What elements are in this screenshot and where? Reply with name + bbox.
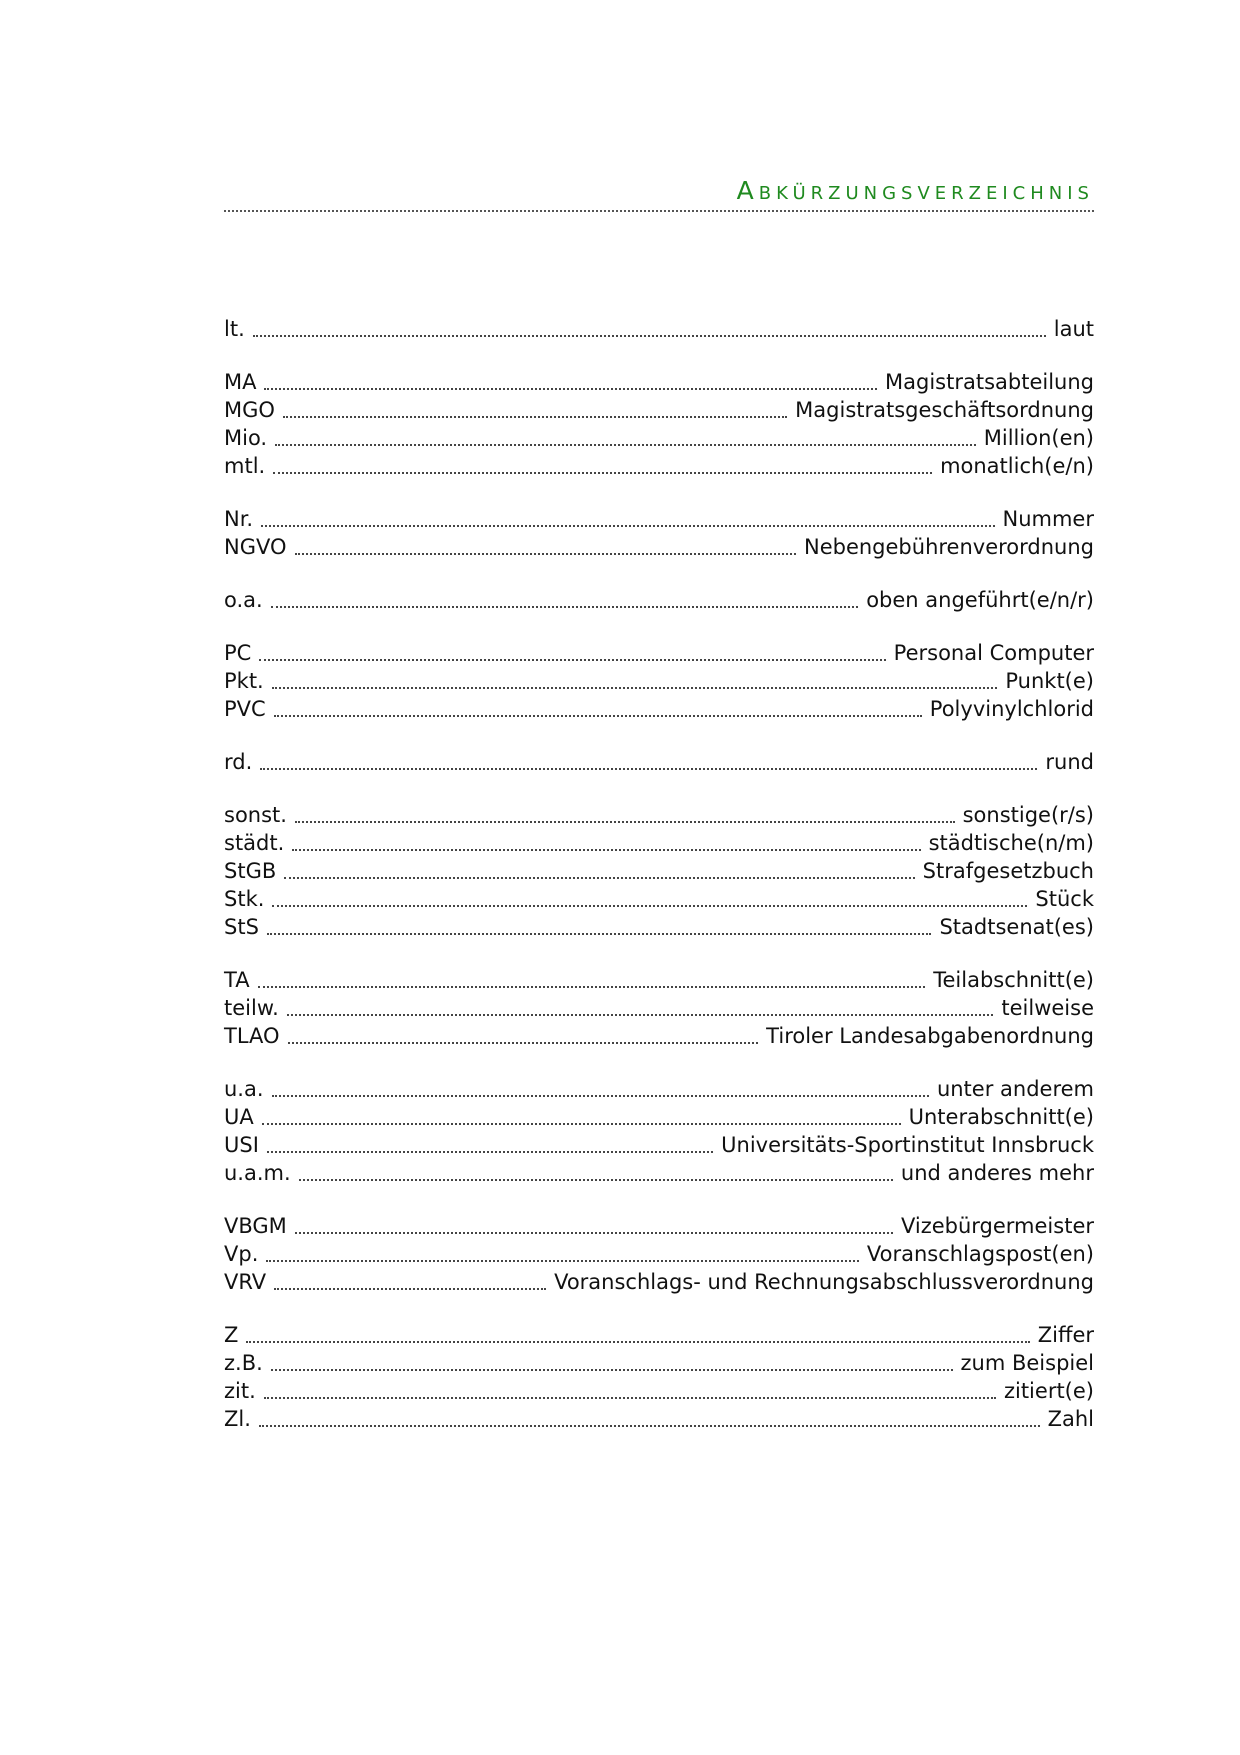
abbreviation-meaning: Magistratsabteilung xyxy=(885,370,1094,394)
abbreviation-term: USI xyxy=(224,1133,259,1157)
dot-leader xyxy=(259,659,885,661)
abbreviation-term: TA xyxy=(224,968,250,992)
abbreviation-meaning: Universitäts-Sportinstitut Innsbruck xyxy=(721,1133,1094,1157)
abbreviation-entry xyxy=(224,1075,1094,1103)
abbreviation-term: Pkt. xyxy=(224,669,264,693)
abbreviation-term: z.B. xyxy=(224,1351,263,1375)
dot-leader xyxy=(272,905,1027,907)
abbreviation-entry xyxy=(224,1321,1094,1349)
abbreviation-meaning: laut xyxy=(1053,317,1094,341)
dot-leader xyxy=(260,768,1037,770)
abbreviation-term: PC xyxy=(224,641,252,665)
dot-leader xyxy=(288,1042,759,1044)
abbreviation-meaning: und anderes mehr xyxy=(900,1161,1094,1185)
abbreviation-entry xyxy=(224,1103,1094,1131)
dot-leader xyxy=(292,849,920,851)
dot-leader xyxy=(266,1260,858,1262)
abbreviation-meaning: unter anderem xyxy=(936,1077,1094,1101)
abbreviation-meaning: Zahl xyxy=(1047,1407,1094,1431)
dot-leader xyxy=(275,444,976,446)
abbreviation-entry xyxy=(224,829,1094,857)
abbreviation-entry xyxy=(224,667,1094,695)
dot-leader xyxy=(274,1288,546,1290)
page-title xyxy=(737,178,1094,207)
dot-leader xyxy=(271,606,859,608)
abbreviation-meaning: monatlich(e/n) xyxy=(940,454,1094,478)
abbreviation-term: Zl. xyxy=(224,1407,251,1431)
abbreviation-term: u.a.m. xyxy=(224,1161,291,1185)
abbreviation-meaning: Voranschlagspost(en) xyxy=(866,1242,1094,1266)
abbreviation-meaning: Ziffer xyxy=(1037,1323,1094,1347)
dot-leader xyxy=(253,335,1046,337)
abbreviation-entry xyxy=(224,424,1094,452)
dot-leader xyxy=(273,472,932,474)
abbreviation-entry xyxy=(224,505,1094,533)
abbreviation-meaning: Stück xyxy=(1035,887,1094,911)
dot-leader xyxy=(272,1095,929,1097)
abbreviation-term: NGVO xyxy=(224,535,287,559)
abbreviation-term: o.a. xyxy=(224,588,263,612)
abbreviation-group xyxy=(224,1075,1094,1187)
page-title-initial: A xyxy=(736,176,759,205)
page-title-rest: BKÜRZUNGSVERZEICHNIS xyxy=(758,183,1094,204)
abbreviation-entry xyxy=(224,368,1094,396)
abbreviation-meaning: zitiert(e) xyxy=(1003,1379,1094,1403)
dot-leader xyxy=(262,1123,901,1125)
abbreviation-term: TLAO xyxy=(224,1024,280,1048)
dot-leader xyxy=(261,525,994,527)
abbreviation-term: Mio. xyxy=(224,426,268,450)
dot-leader xyxy=(283,416,787,418)
abbreviation-entry xyxy=(224,1131,1094,1159)
abbreviation-group xyxy=(224,1321,1094,1433)
abbreviation-term: teilw. xyxy=(224,996,279,1020)
dot-leader xyxy=(259,1425,1040,1427)
abbreviation-group xyxy=(224,315,1094,343)
dot-leader xyxy=(295,1232,893,1234)
abbreviation-meaning: Voranschlags- und Rechnungsabschlussverordnung xyxy=(554,1270,1094,1294)
abbreviation-term: VBGM xyxy=(224,1214,287,1238)
abbreviation-term: UA xyxy=(224,1105,254,1129)
abbreviation-term: StGB xyxy=(224,859,277,883)
abbreviation-group xyxy=(224,1212,1094,1296)
abbreviation-term: zit. xyxy=(224,1379,256,1403)
abbreviation-entry xyxy=(224,1405,1094,1433)
abbreviation-meaning: Nebengebührenverordnung xyxy=(803,535,1094,559)
abbreviation-meaning: Million(en) xyxy=(983,426,1094,450)
abbreviation-entry xyxy=(224,857,1094,885)
dot-leader xyxy=(258,986,926,988)
abbreviation-term: Stk. xyxy=(224,887,265,911)
abbreviation-entry xyxy=(224,1159,1094,1187)
abbreviation-entry xyxy=(224,1022,1094,1050)
abbreviation-entry xyxy=(224,913,1094,941)
abbreviation-group xyxy=(224,505,1094,561)
abbreviation-meaning: Stadtsenat(es) xyxy=(939,915,1094,939)
abbreviation-term: mtl. xyxy=(224,454,266,478)
abbreviation-meaning: Unterabschnitt(e) xyxy=(908,1105,1094,1129)
abbreviation-meaning: Tiroler Landesabgabenordnung xyxy=(766,1024,1094,1048)
abbreviation-meaning: teilweise xyxy=(1001,996,1094,1020)
abbreviation-entry xyxy=(224,885,1094,913)
dot-leader xyxy=(272,687,998,689)
dot-leader xyxy=(299,1179,893,1181)
abbreviation-entry xyxy=(224,1240,1094,1268)
abbreviation-term: StS xyxy=(224,915,259,939)
abbreviation-entry xyxy=(224,748,1094,776)
abbreviation-meaning: städtische(n/m) xyxy=(928,831,1094,855)
abbreviation-entry xyxy=(224,801,1094,829)
abbreviation-term: Nr. xyxy=(224,507,254,531)
abbreviation-entry xyxy=(224,1349,1094,1377)
abbreviation-term: PVC xyxy=(224,697,266,721)
dot-leader xyxy=(287,1014,994,1016)
abbreviation-meaning: Polyvinylchlorid xyxy=(929,697,1094,721)
dot-leader xyxy=(295,553,796,555)
abbreviation-group xyxy=(224,748,1094,776)
abbreviation-group xyxy=(224,801,1094,941)
abbreviation-entry xyxy=(224,994,1094,1022)
dot-leader xyxy=(271,1369,953,1371)
abbreviation-entry xyxy=(224,452,1094,480)
abbreviation-entry xyxy=(224,695,1094,723)
abbreviation-term: MGO xyxy=(224,398,275,422)
abbreviation-entry xyxy=(224,1268,1094,1296)
abbreviation-entry xyxy=(224,966,1094,994)
abbreviation-meaning: sonstige(r/s) xyxy=(962,803,1094,827)
abbreviation-group xyxy=(224,639,1094,723)
abbreviation-term: städt. xyxy=(224,831,285,855)
abbreviation-meaning: rund xyxy=(1045,750,1094,774)
dot-leader xyxy=(295,821,955,823)
abbreviation-group xyxy=(224,586,1094,614)
abbreviation-meaning: Strafgesetzbuch xyxy=(922,859,1094,883)
dot-leader xyxy=(246,1341,1029,1343)
dot-leader xyxy=(267,1151,713,1153)
abbreviation-meaning: Personal Computer xyxy=(893,641,1094,665)
abbreviation-meaning: zum Beispiel xyxy=(960,1351,1094,1375)
abbreviation-entry xyxy=(224,396,1094,424)
header-dotted-rule xyxy=(224,210,1094,212)
abbreviation-meaning: Teilabschnitt(e) xyxy=(933,968,1094,992)
abbreviation-group xyxy=(224,368,1094,480)
abbreviation-group xyxy=(224,966,1094,1050)
abbreviation-entry xyxy=(224,586,1094,614)
abbreviation-term: Vp. xyxy=(224,1242,259,1266)
abbreviation-term: MA xyxy=(224,370,257,394)
abbreviation-term: VRV xyxy=(224,1270,267,1294)
abbreviation-entry xyxy=(224,315,1094,343)
abbreviation-entry xyxy=(224,1377,1094,1405)
abbreviation-meaning: Vizebürgermeister xyxy=(900,1214,1094,1238)
abbreviation-entry xyxy=(224,1212,1094,1240)
abbreviation-meaning: oben angeführt(e/n/r) xyxy=(866,588,1094,612)
dot-leader xyxy=(264,1397,996,1399)
dot-leader xyxy=(284,877,914,879)
abbreviation-meaning: Punkt(e) xyxy=(1005,669,1094,693)
dot-leader xyxy=(267,933,932,935)
abbreviation-meaning: Nummer xyxy=(1002,507,1094,531)
abbreviation-term: u.a. xyxy=(224,1077,264,1101)
abbreviation-term: rd. xyxy=(224,750,253,774)
abbreviation-term: sonst. xyxy=(224,803,287,827)
abbreviation-entry xyxy=(224,533,1094,561)
abbreviation-term: lt. xyxy=(224,317,245,341)
dot-leader xyxy=(274,715,922,717)
abbreviation-meaning: Magistratsgeschäftsordnung xyxy=(795,398,1094,422)
dot-leader xyxy=(264,388,877,390)
abbreviation-entry xyxy=(224,639,1094,667)
abbreviation-list xyxy=(224,315,1094,1458)
page-header xyxy=(224,178,1094,214)
abbreviation-term: Z xyxy=(224,1323,239,1347)
